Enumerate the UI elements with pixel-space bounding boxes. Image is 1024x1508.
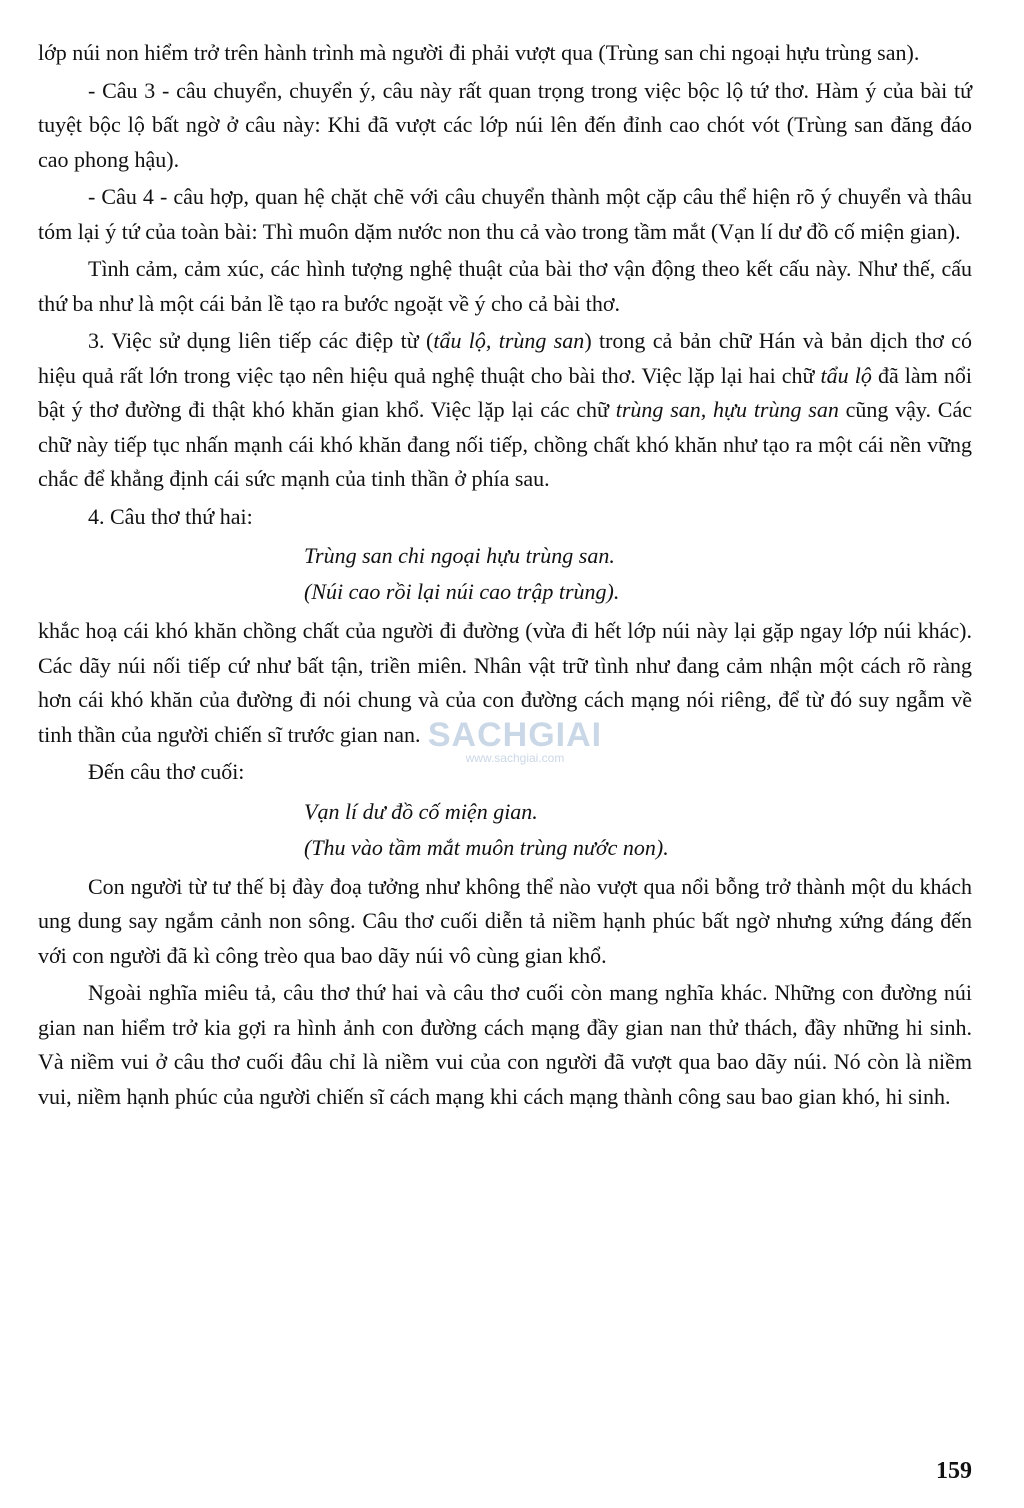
paragraph-5-italic-b: tẩu lộ xyxy=(820,362,872,388)
paragraph-7: khắc hoạ cái khó khăn chồng chất của người đi đường (vừa đi hết lớp núi này lại gặp ngay lớp núi khác). Các dãy núi nối tiếp cứ như bất tận, triền miên. Nhân vật trữ tình như đang cảm nhận một cách rõ ràng hơn cái khó khăn của đường đi nói chung và của con đường cách mạng nói riêng, để từ đó suy ngẫm về tinh thần của người chiến sĩ trước gian nan. xyxy=(38,618,972,747)
page-body xyxy=(38,36,972,1117)
paragraph-5-text-b: ) trong cả bản chữ Hán và bản dịch thơ có hiệu quả rất lớn trong việc tạo nên hiệu quả nghệ thuật cho bài thơ. Việc lặp lại hai chữ xyxy=(38,328,972,388)
paragraph-5-italic-c: trùng san, hựu trùng san xyxy=(615,397,839,422)
verse-1-line-2: (Núi cao rồi lại núi cao trập trùng). xyxy=(304,579,620,604)
paragraph-5 xyxy=(38,324,972,497)
paragraph-6: 4. Câu thơ thứ hai: xyxy=(88,503,253,529)
paragraph-5-text-d: cũng vậy. Các chữ này tiếp tục nhấn mạnh cái khó khăn đang nối tiếp, chồng chất khó khăn như tạo ra một cái nền vững chắc để khẳng định cái sức mạnh của tinh thần ở phía sau. xyxy=(38,397,972,491)
paragraph-5-text-a: 3. Việc sử dụng liên tiếp các điệp từ ( xyxy=(88,328,434,353)
watermark-url: www.sachgiai.com xyxy=(465,751,565,765)
paragraph-4: Tình cảm, cảm xúc, các hình tượng nghệ thuật của bài thơ vận động theo kết cấu này. Như thế, cấu thứ ba như là một cái bản lề tạo ra bước ngoặt về ý cho cả bài thơ. xyxy=(38,256,972,316)
page-number: 159 xyxy=(936,1458,972,1484)
paragraph-3: - Câu 4 - câu hợp, quan hệ chặt chẽ với câu chuyển thành một cặp câu thể hiện rõ ý chuyển và thâu tóm lại ý tứ của toàn bài: Thì muôn dặm nước non thu cả vào trong tầm mắt (Vạn lí dư đồ cố miện gian). xyxy=(38,184,972,244)
paragraph-8: Đến câu thơ cuối: xyxy=(88,759,245,784)
paragraph-1: lớp núi non hiểm trở trên hành trình mà người đi phải vượt qua (Trùng san chi ngoại hựu trùng san). xyxy=(38,40,920,65)
verse-1-line-1: Trùng san chi ngoại hựu trùng san. xyxy=(304,543,615,568)
verse-block-1 xyxy=(38,538,972,610)
verse-block-2 xyxy=(38,794,972,866)
paragraph-5-text-c: đã làm nổi bật ý thơ đường đi thật khó khăn gian khổ. Việc lặp lại các chữ xyxy=(38,362,972,422)
paragraph-10: Ngoài nghĩa miêu tả, câu thơ thứ hai và câu thơ cuối còn mang nghĩa khác. Những con đường núi gian nan hiểm trở kia gợi ra hình ảnh con đường cách mạng đầy gian nan thử thách, đầy những hi sinh. Và niềm vui ở câu thơ cuối đâu chỉ là niềm vui của con người đã vượt qua bao dãy núi. Nó còn là niềm vui, niềm hạnh phúc của người chiến sĩ cách mạng khi cách mạng thành công sau bao gian khó, hi sinh. xyxy=(38,980,972,1109)
paragraph-5-italic-a: tẩu lộ, trùng san xyxy=(433,328,585,353)
verse-2-line-1: Vạn lí dư đồ cố miện gian. xyxy=(304,798,538,824)
watermark-brand: SACHGIAI xyxy=(427,716,603,754)
verse-2-line-2: (Thu vào tầm mắt muôn trùng nước non). xyxy=(304,834,669,860)
paragraph-9: Con người từ tư thế bị đày đoạ tưởng như không thể nào vượt qua nổi bỗng trở thành một du khách ung dung say ngắm cảnh non sông. Câu thơ cuối diễn tả niềm hạnh phúc bất ngờ nhưng xứng đáng đến với con người đã kì công trèo qua bao dãy núi vô cùng gian khổ. xyxy=(38,873,972,968)
paragraph-2: - Câu 3 - câu chuyển, chuyển ý, câu này rất quan trọng trong việc bộc lộ tứ thơ. Hàm ý của bài tứ tuyệt bộc lộ bất ngờ ở câu này: Khi đã vượt các lớp núi lên đến đỉnh cao chót vót (Trùng san đăng đáo cao phong hậu). xyxy=(38,77,972,172)
